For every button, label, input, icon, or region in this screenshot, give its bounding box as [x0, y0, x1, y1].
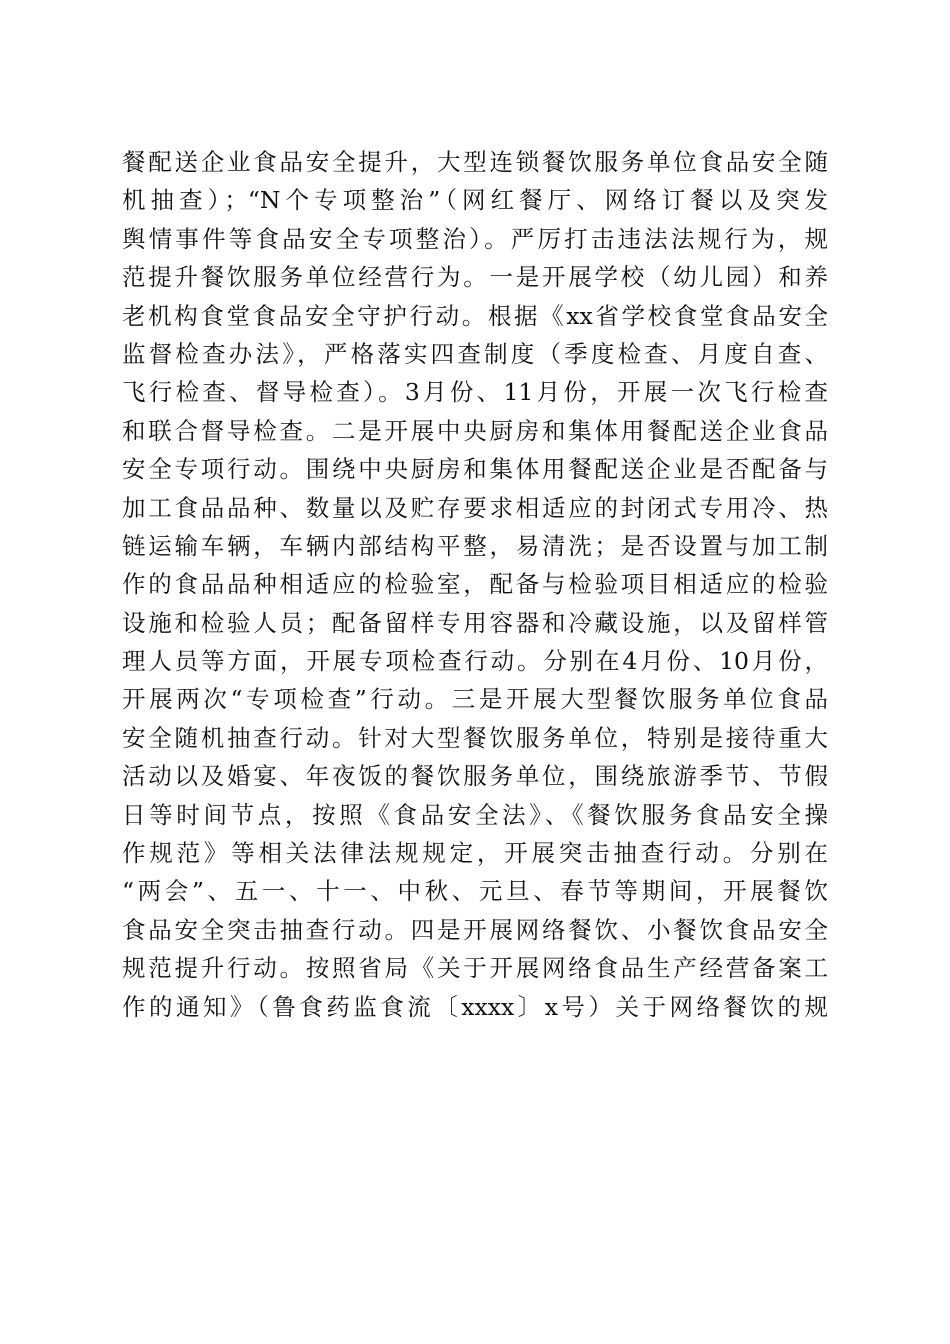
body-text	[122, 143, 828, 1026]
text-line: 和联合督导检查。二是开展中央厨房和集体用餐配送企业食品	[122, 416, 828, 445]
text-line: 安全专项行动。围绕中央厨房和集体用餐配送企业是否配备与	[122, 455, 828, 484]
text-line: “两会”、五一、十一、中秋、元旦、春节等期间，开展餐饮	[122, 877, 828, 906]
text-line: 作的通知》（鲁食药监食流〔xxxx〕x号）关于网络餐饮的规	[122, 992, 828, 1021]
text-line: 规范提升行动。按照省局《关于开展网络食品生产经营备案工	[122, 954, 828, 983]
text-line: 理人员等方面，开展专项检查行动。分别在4月份、10月份，	[122, 647, 828, 676]
text-line: 食品安全突击抽查行动。四是开展网络餐饮、小餐饮食品安全	[122, 915, 828, 944]
text-line: 作规范》等相关法律法规规定，开展突击抽查行动。分别在	[122, 839, 828, 868]
text-line: 开展两次“专项检查”行动。三是开展大型餐饮服务单位食品	[122, 685, 828, 714]
text-line: 作的食品品种相适应的检验室，配备与检验项目相适应的检验	[122, 570, 828, 599]
text-line: 飞行检查、督导检查）。3月份、11月份，开展一次飞行检查	[122, 378, 828, 407]
text-line: 活动以及婚宴、年夜饭的餐饮服务单位，围绕旅游季节、节假	[122, 762, 828, 791]
text-line: 设施和检验人员；配备留样专用容器和冷藏设施，以及留样管	[122, 608, 828, 637]
text-line: 链运输车辆，车辆内部结构平整，易清洗；是否设置与加工制	[122, 531, 828, 560]
text-line: 舆情事件等食品安全专项整治）。严厉打击违法法规行为，规	[122, 224, 828, 253]
text-line: 餐配送企业食品安全提升，大型连锁餐饮服务单位食品安全随	[122, 148, 828, 176]
text-line: 监督检查办法》，严格落实四查制度（季度检查、月度自查、	[122, 339, 828, 368]
text-line: 老机构食堂食品安全守护行动。根据《xx省学校食堂食品安全	[122, 301, 828, 330]
text-line: 安全随机抽查行动。针对大型餐饮服务单位，特别是接待重大	[122, 723, 828, 752]
text-line: 范提升餐饮服务单位经营行为。一是开展学校（幼儿园）和养	[122, 263, 828, 292]
text-line: 日等时间节点，按照《食品安全法》、《餐饮服务食品安全操	[122, 800, 828, 829]
text-line: 加工食品品种、数量以及贮存要求相适应的封闭式专用冷、热	[122, 493, 828, 522]
text-line: 机抽查）；“N个专项整治”（网红餐厅、网络订餐以及突发	[122, 186, 828, 215]
